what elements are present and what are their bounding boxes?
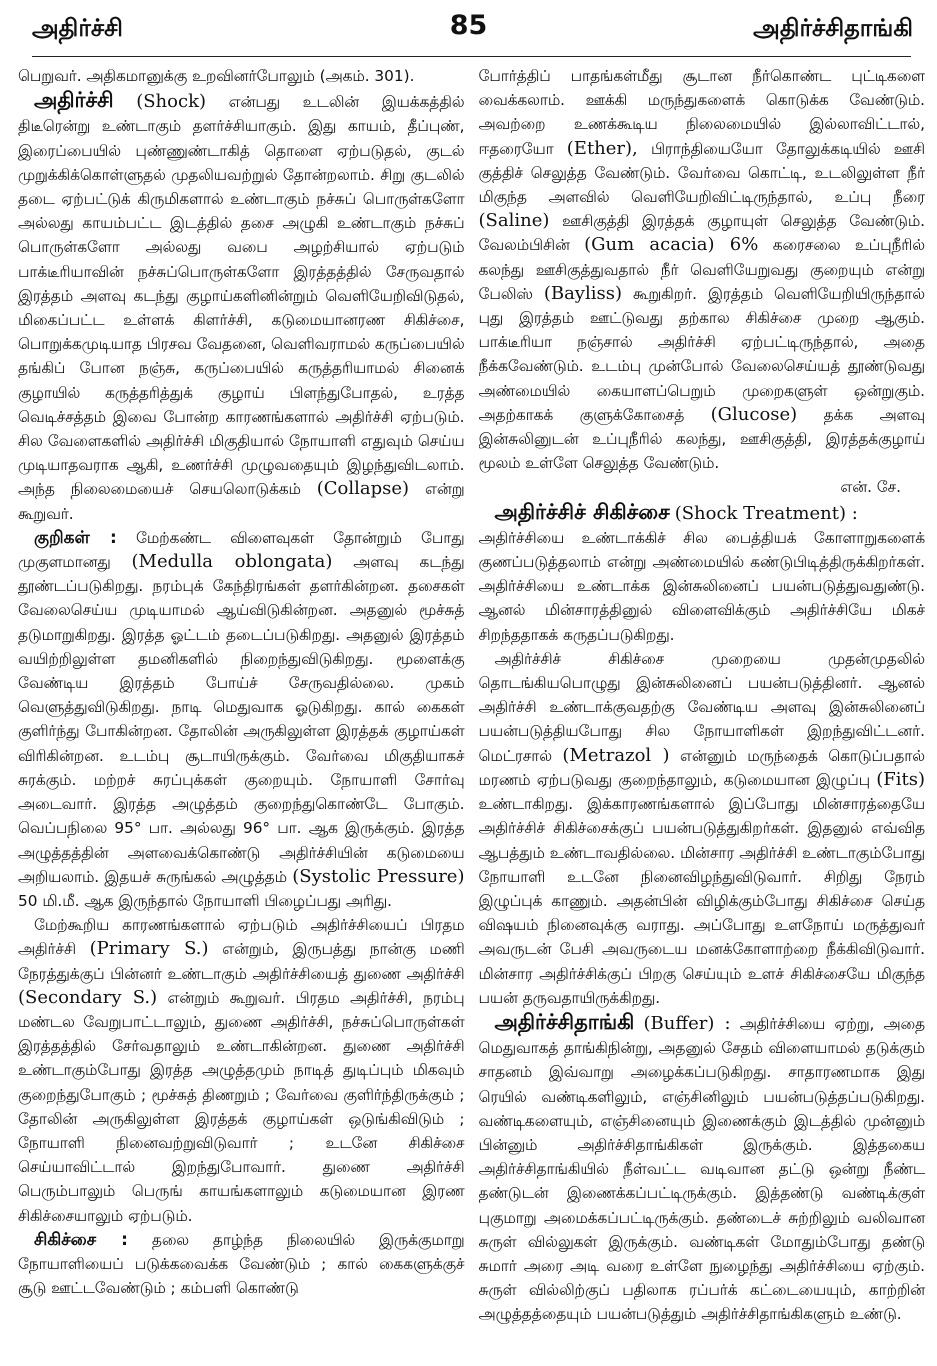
entry-english-term: (Shock)	[136, 91, 206, 113]
header-left-guideword: அதிர்ச்சி	[32, 14, 123, 42]
english-term-saline: (Saline)	[478, 210, 550, 232]
entry-body-text: அதிர்ச்சிச் சிகிச்சை முறையை முதன்முதலில் தொடங்கியபொழுது இன்சுலினைப் பயன்படுத்தினர். ஆனல் அதிர்ச்சி உண்டாக்குவதற்கு வேண்டிய அளவு இன்சுலினைப் பயன்படுத்தியபோது சில நோயாளிகள் இறந்துவிட்டனர். மெட்ரசால்	[478, 649, 925, 765]
section-symptoms	[18, 526, 465, 913]
section-body-text: கூறுகிறர். இரத்தம் வெளியேறியிருந்தால் புது இரத்தம் ஊட்டுவது தற்கால சிகிச்சை முறை ஆகும். பாக்டீரியா நஞ்சால் அதிர்ச்சி ஏற்பட்டிருந்தால், அதை நீக்கவேண்டும். உடம்பு முன்போல் வேலைசெய்யத் தூண்டுவது அண்மையில் கையாளப்பெறும் முறைகளுள் ஒன்றுகும். அதற்காகக் குளுக்கோசைத்	[478, 284, 925, 424]
english-term-glucose: (Glucose)	[710, 403, 798, 425]
english-term-gum-acacia: (Gum acacia) 6%	[584, 234, 759, 256]
english-term-medulla: (Medulla oblongata)	[131, 551, 333, 573]
section-body-text: ஊசிகுத்தி இரத்தக் குழாயுள் செலுத்த வேண்டும். வேலம்பிசின்	[478, 212, 925, 255]
right-column	[479, 64, 926, 1358]
english-term-fits: (Fits)	[876, 768, 925, 790]
section-body-text: 50 மி.மீ. ஆக இருந்தால் நோயாளி பிழைப்பது அரிது.	[18, 891, 393, 910]
english-term-metrazol: (Metrazol )	[562, 744, 670, 766]
english-term-primary: (Primary S.)	[89, 938, 209, 960]
section-body-text: தலை தாழ்ந்த நிலையில் இருக்குமாறு நோயாளியைப் படுக்கவைக்க வேண்டும் ; கால் கைகளுக்குச் சூடு ஊட்டவேண்டும் ; கம்பளி கொண்டு	[18, 1230, 465, 1298]
entry-english-term: (Shock Treatment) :	[674, 502, 858, 524]
section-heading-symptoms: குறிகள் :	[34, 527, 117, 548]
header-rule	[32, 56, 911, 57]
left-column	[18, 64, 465, 1358]
section-body-text: தக்க அளவு இன்சுலினுடன் உப்புநீரில் கலந்து, ஊசிகுத்தி, இரத்தக்குழாய் மூலம் உள்ளே செலுத்த வேண்டும்.	[478, 405, 925, 473]
english-term-secondary: (Secondary S.)	[18, 986, 158, 1008]
section-body-text: போர்த்திப் பாதங்கள்மீது சூடான நீர்கொண்ட புட்டிகளை வைக்கலாம். ஊக்கி மருந்துகளைக் கொடுக்க வேண்டும். அவற்றை உணக்கூடிய நிலைமையில் இல்லாவிட்டால், ஈதரையோ	[478, 67, 925, 158]
entry-headword: அதிர்ச்சி	[34, 88, 114, 113]
header-right-guideword: அதிர்ச்சிதாங்கி	[753, 14, 913, 42]
section-body-text: மேற்கண்ட விளைவுகள் தோன்றும் போது முகுளமானது	[18, 528, 465, 572]
treatment-continued	[479, 64, 926, 500]
section-treatment	[18, 1228, 465, 1301]
section-body-text: என்றும் கூறுவர். பிரதம அதிர்ச்சி, நரம்பு மண்டல வேறுபாட்டாலும், துணை அதிர்ச்சி, நச்சுப்பொருள்கள் இரத்தத்தில் சேர்வதாலும் உண்டாகின்றன. துணை அதிர்ச்சி உண்டாகும்போது இரத்த அழுத்தமும் நாடித் துடிப்பும் மிகவும் குறைந்துபோகும் ; மூச்சுத் திணறும் ; வேர்வை குளிர்ந்திருக்கும் ; தோலின் அருகிலுள்ள இரத்தக் குழாய்கள் ஒடுங்கிவிடும் ; நோயாளி நினைவற்றுவிடுவார் ; உடனே சிகிச்சை செய்யாவிட்டால் இறந்துபோவார். துணை அதிர்ச்சி பெரும்பாலும் பெருங் காயங்களாலும் கடுமையான இரண சிகிச்சையாலும் ஏற்படும்.	[18, 988, 465, 1225]
entry-body-text: என்று கூறுவர்.	[18, 480, 465, 523]
author-signature: என். சே.	[840, 478, 901, 497]
entry-shock-treatment-head	[479, 500, 926, 526]
section-body-text: என்றும், இருபத்து நான்கு மணி நேரத்துக்குப் பின்னர் உண்டாகும் அதிர்ச்சியைத் துணை அதிர்ச்சி	[18, 940, 465, 983]
entry-english-term: (Buffer) :	[643, 1012, 731, 1034]
entry-shock	[18, 88, 465, 526]
entry-shock-treatment-body-2	[479, 647, 926, 1010]
two-column-body	[18, 64, 925, 1358]
entry-headword: அதிர்ச்சிதாங்கி	[494, 1009, 635, 1034]
carry-over-text: பெறுவர். அதிகமானுக்கு உறவினர்போலும் (அகம். 301).	[18, 67, 415, 85]
entry-body-text: உண்டாகிறது. இக்காரணங்களால் இப்போது மின்சாரத்தையே அதிர்ச்சிச் சிகிச்சைக்குப் பயன்படுத்துகிறர்கள். இதனுல் எவ்வித ஆபத்தும் உண்டாவதில்லை. மின்சார அதிர்ச்சி உண்டாகும்போது நோயாளி உடனே நினைவிழந்துவிடுவார். சிறிது நேரம் இழுப்புக் காணும். அதன்பின் விழிக்கும்போது சிகிச்சை செய்த விஷயம் நினைவுக்கு வராது. அப்போது உளநோய் மருத்துவர் அவருடன் பேசி அவருடைய மனக்கோளாற்றை நீக்கிவிடுவார். மின்சார அதிர்ச்சிக்குப் பிறகு செய்யும் உளச் சிகிச்சையே மிகுந்த பயன் தருவதாயிருக்கிறது.	[478, 795, 925, 1007]
page-number: 85	[449, 10, 488, 41]
english-term-ether: (Ether),	[566, 137, 638, 159]
entry-body-text: என்பது உடலின் இயக்கத்தில் திடீரென்று உண்டாகும் தளர்ச்சியாகும். இது காயம், தீப்புண், இரைப்பையில் புண்ணுண்டாகித் தொளை ஏற்படுதல், குடல் முறுக்கிக்கொள்ளுதல் முதலியவற்றுல் தோன்றலாம். சிறு குடலில் தடை ஏற்பட்டுக் கிருமிகளால் உண்டாகும் நச்சுப் பொருள்களோ அல்லது காயம்பட்ட இடத்தில் தசை அழுகி உண்டாகும் நச்சுப் பொருள்களோ அல்லது வபை அழற்சியால் ஏற்படும் பாக்டீரியாவின் நச்சுப்பொருள்களோ இரத்தத்தில் சேருவதால் இரத்தம் அளவு கடந்து குழாய்களினின்றும் வெளியேறிவிடுதல், மிகைப்பட்ட உள்ளக் கிளர்ச்சி, கடுமையானரண சிகிச்சை, பொறுக்கமுடியாத பிரசவ வேதனை, வெளிவராமல் கருப்பையில் தங்கிப் போன நஞ்சு, கருப்பையில் கருத்தரியாமல் சினைக் குழாயில் கருத்தரித்துக் குழாய் பிளந்துபோதல், உரத்த வெடிச்சத்தம் இவை போன்ற காரணங்களால் அதிர்ச்சி ஏற்படும். சில வேளைகளில் அதிர்ச்சி மிகுதியால் நோயாளி எதுவும் செய்ய முடியாதவராக ஆகி, உணர்ச்சி முழுவதையும் இழந்துவிடலாம். அந்த நிலைமையைச் செயலொடுக்கம்	[18, 93, 465, 499]
section-body-text: பிராந்தியையோ தோலுக்கடியில் ஊசி குத்திச் செலுத்த வேண்டும். வேர்வை கொட்டி, உடலிலுள்ள நீர் மிகுந்த அளவில் வெளியேறிவிட்டிருந்தால், உப்பு நீரை	[478, 139, 925, 207]
entry-buffer	[479, 1010, 926, 1327]
english-term-collapse: (Collapse)	[316, 478, 410, 500]
section-body-text: கரைசலை உப்புநீரில் கலந்து ஊசிகுத்துவதால் நீர் வெளியேறுவது குறையும் என்று பேலிஸ்	[478, 236, 925, 303]
section-types	[18, 913, 465, 1228]
section-body-text: மேற்கூறிய காரணங்களால் ஏற்படும் அதிர்ச்சியைப் பிரதம அதிர்ச்சி	[18, 916, 465, 959]
page-header	[14, 0, 923, 58]
section-body-text: அளவு கடந்து தூண்டப்படுகிறது. நரம்புக் கேந்திரங்கள் தளர்கின்றன. தசைகள் வேலைசெய்ய முடியாமல் ஆய்விடுகின்றன. அதனுல் மூச்சுத் தடுமாறுகிறது. இரத்த ஓட்டம் தடைப்படுகிறது. அதனுல் இரத்தம் வயிற்றிலுள்ள தமனிகளில் நிறைந்துவிடுகிறது. மூளைக்கு வேண்டிய இரத்தம் போய்ச் சேருவதில்லை. முகம் வெளுத்துவிடுகிறது. நாடி மெதுவாக ஓடுகிறது. கால் கைகள் குளிர்ந்து போகின்றன. தோலின் அருகிலுள்ள இரத்தக் குழாய்கள் விரிகின்றன. உடம்பு சூடாயிருக்கும். வேர்வை மிகுதியாகச் சுரக்கும். மற்றச் சுரப்புக்கள் குறையும். நோயாளி சோர்வு அடைவார். இரத்த அழுத்தம் குறைந்துகொண்டே போகும். வெப்பநிலை 95° பா. அல்லது 96° பா. ஆக இருக்கும். இரத்த அழுத்தத்தின் அளவைக்கொண்டு அதிர்ச்சியின் கடுமையை அறியலாம். இதயச் சுருங்கல் அழுத்தம்	[18, 553, 465, 886]
entry-shock-treatment-body: அதிர்ச்சியை உண்டாக்கிச் சில பைத்தியக் கோளாறுகளைக் குணப்படுத்தலாம் என்று அண்மையில் கண்டுபிடித்திருக்கிறர்கள். அதிர்ச்சியை உண்டாக்க இன்சுலினைப் பயன்படுத்துவதுண்டு. ஆனல் மின்சாரத்தினுல் விளைவிக்கும் அதிர்ச்சியே மிகச் சிறந்ததாகக் கருதப்படுகிறது.	[478, 528, 925, 644]
section-heading-treatment: சிகிச்சை :	[34, 1229, 128, 1250]
entry-body-text: அதிர்ச்சியை ஏற்று, அதை மெதுவாகத் தாங்கிநின்று, அதனுல் சேதம் விளையாமல் தடுக்கும் சாதனம் இவ்வாறு அழைக்கப்படுகிறது. சாதாரணமாக இது ரெயில் வண்டிகளிலும், எஞ்சினிலும் பயன்படுத்தப்படுகிறது. வண்டிகளையும், எஞ்சினையும் இணைக்கும் இடத்தில் முன்னும் பின்னும் அதிர்ச்சிதாங்கிகள் இருக்கும். இத்தகைய அதிர்ச்சிதாங்கியில் நீள்வட்ட வடிவான தட்டு ஒன்று நீண்ட தண்டுடன் இணைக்கப்பட்டிருக்கும். இத்தண்டு வண்டிக்குள் புகுமாறு அமைக்கப்பட்டிருக்கும். தண்டைச் சுற்றிலும் வலிவான சுருள் வில்லுகள் இருக்கும். வண்டிகள் மோதும்போது தண்டு சுமார் அரை அடி வரை உள்ளே நுழைந்து அதிர்ச்சியை ஏற்கும். சுருள் வில்லிற்குப் பதிலாக ரப்பர்க் கட்டையையும், காற்றின் அழுத்தத்தையும் பயன்படுத்தும் அதிர்ச்சிதாங்கிகளும் உண்டு.	[478, 1014, 925, 1324]
english-term-bayliss: (Bayliss)	[543, 282, 622, 304]
entry-body-text: என்னும் மருந்தைக் கொடுப்பதால் மரணம் ஏற்படுவது குறைந்தாலும், கடுமையான இழுப்பு	[478, 746, 925, 789]
entry-headword: அதிர்ச்சிச் சிகிச்சை	[494, 499, 670, 524]
english-term-systolic: (Systolic Pressure)	[292, 865, 465, 887]
